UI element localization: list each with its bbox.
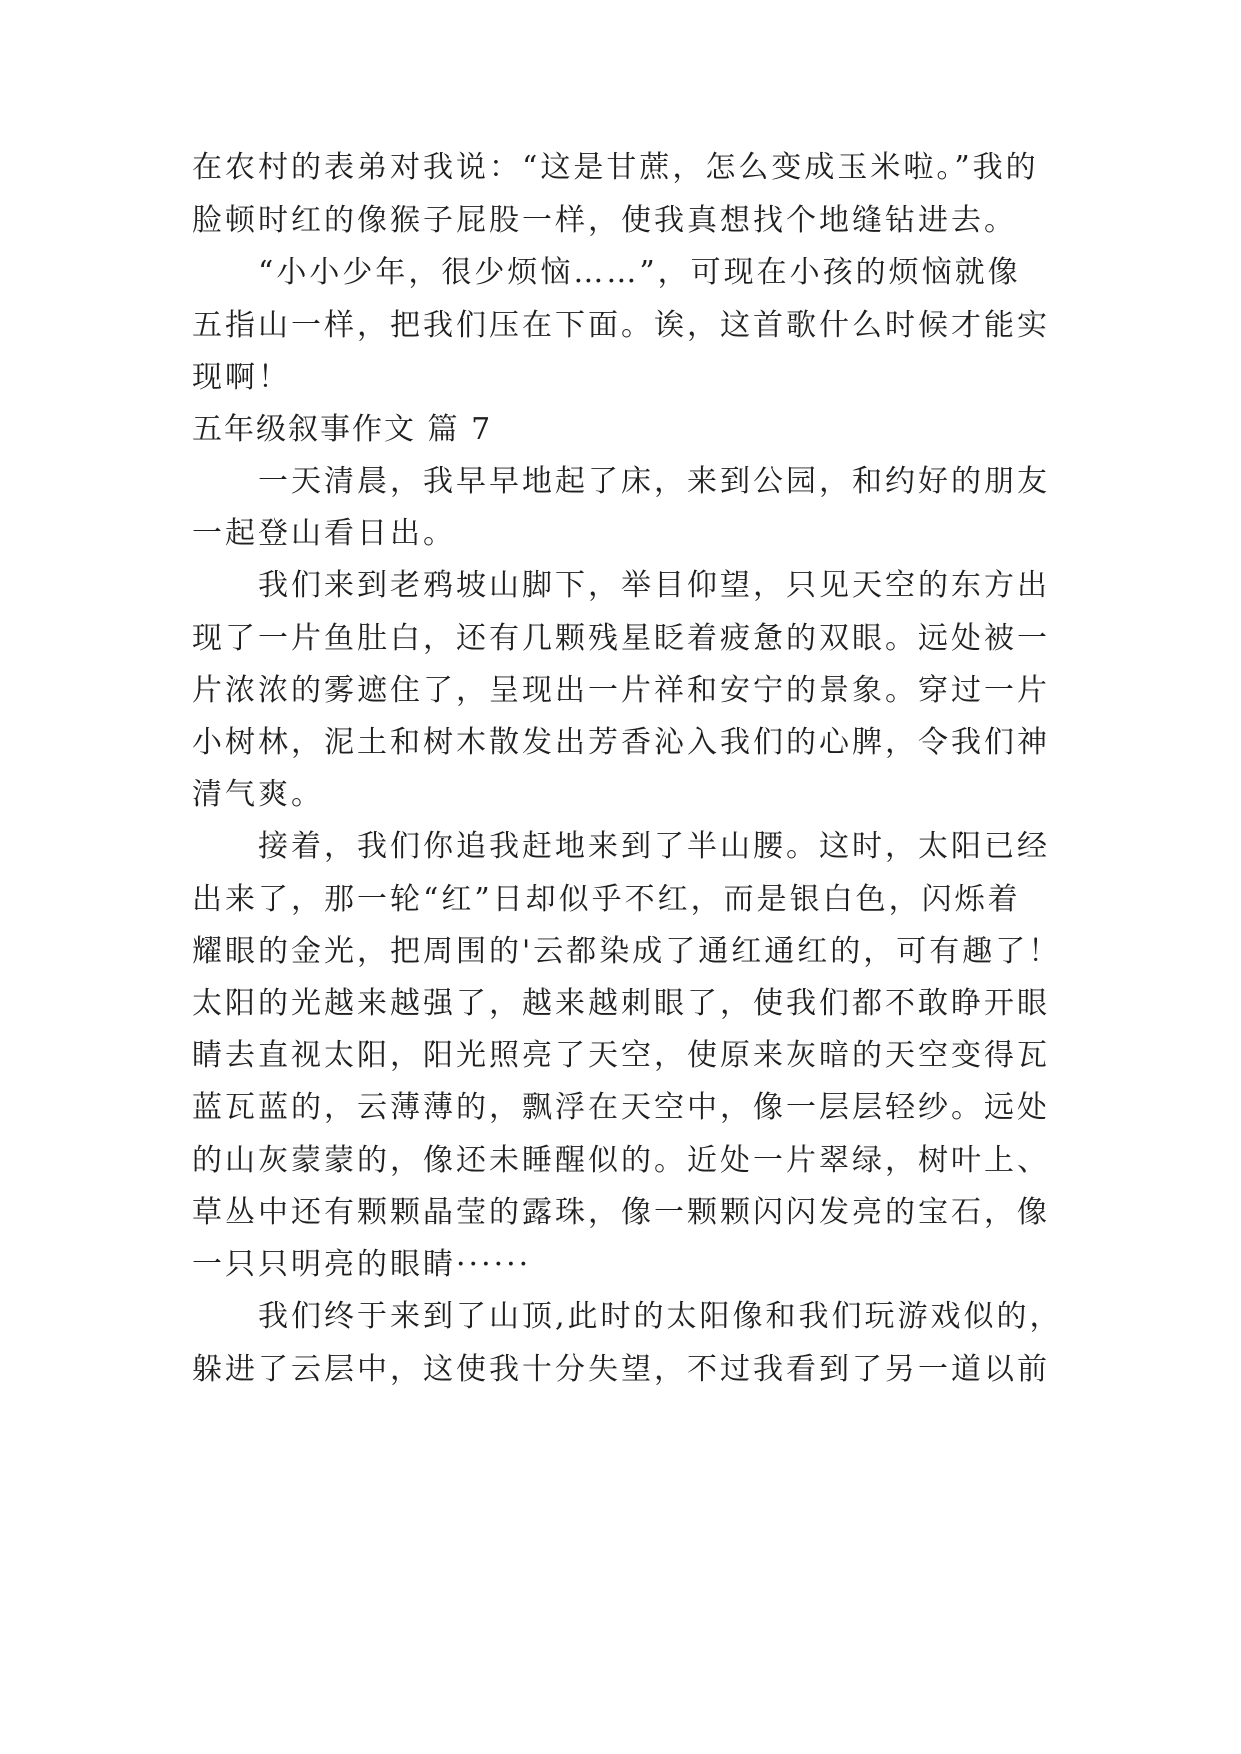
text-line: 蓝瓦蓝的，云薄薄的，飘浮在天空中，像一层层轻纱。远处	[192, 1090, 1050, 1125]
paragraph-first-line: 我们终于来到了山顶,此时的太阳像和我们玩游戏似的，	[258, 1299, 1063, 1334]
text-line: 草丛中还有颗颗晶莹的露珠，像一颗颗闪闪发亮的宝石，像	[192, 1195, 1050, 1230]
text-line: 在农村的表弟对我说：“这是甘蔗，怎么变成玉米啦。”我的	[192, 150, 1039, 185]
text-line: 耀眼的金光，把周围的'云都染成了通红通红的，可有趣了！	[192, 934, 1062, 969]
text-line: 出来了，那一轮“红”日却似乎不红，而是银白色，闪烁着	[192, 882, 1021, 917]
text-line: 的山灰蒙蒙的，像还未睡醒似的。近处一片翠绿，树叶上、	[192, 1143, 1050, 1178]
text-line: 清气爽。	[192, 777, 324, 812]
paragraph-first-line: 我们来到老鸦坡山脚下，举目仰望，只见天空的东方出	[258, 568, 1050, 603]
paragraph-first-line: “小小少年，很少烦恼……”，可现在小孩的烦恼就像	[258, 255, 1021, 290]
paragraph-first-line: 一天清晨，我早早地起了床，来到公园，和约好的朋友	[258, 464, 1050, 499]
text-line: 现了一片鱼肚白，还有几颗残星眨着疲惫的双眼。远处被一	[192, 621, 1050, 656]
text-line: 片浓浓的雾遮住了，呈现出一片祥和安宁的景象。穿过一片	[192, 673, 1050, 708]
paragraph-first-line: 接着，我们你追我赶地来到了半山腰。这时，太阳已经	[258, 829, 1050, 864]
text-line: 五指山一样，把我们压在下面。诶，这首歌什么时候才能实	[192, 308, 1050, 343]
text-line: 脸顿时红的像猴子屁股一样，使我真想找个地缝钻进去。	[192, 203, 1017, 238]
text-line: 一只只明亮的眼睛······	[192, 1247, 532, 1282]
text-line: 躲进了云层中，这使我十分失望，不过我看到了另一道以前	[192, 1352, 1050, 1387]
text-line: 小树林，泥土和树木散发出芳香沁入我们的心脾，令我们神	[192, 725, 1050, 760]
section-heading: 五年级叙事作文 篇 7	[192, 412, 493, 447]
text-line: 一起登山看日出。	[192, 516, 456, 551]
text-line: 睛去直视太阳，阳光照亮了天空，使原来灰暗的天空变得瓦	[192, 1038, 1050, 1073]
text-line: 太阳的光越来越强了，越来越刺眼了，使我们都不敢睁开眼	[192, 986, 1050, 1021]
text-line: 现啊！	[192, 360, 291, 395]
